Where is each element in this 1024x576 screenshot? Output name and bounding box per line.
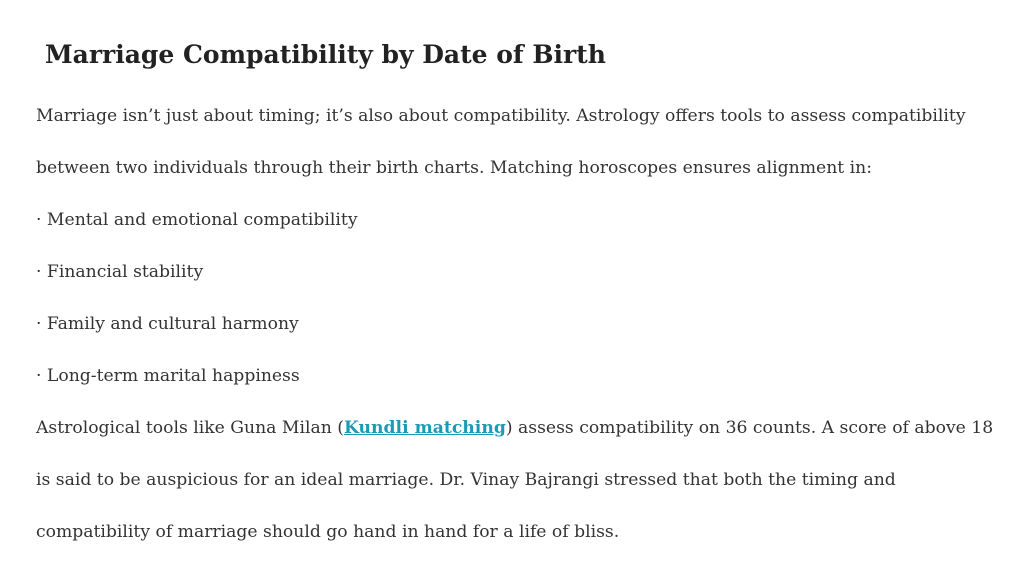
closing-text-before-link: Astrological tools like Guna Milan ( [36, 418, 344, 438]
section-heading: Marriage Compatibility by Date of Birth [45, 40, 606, 69]
closing-text-after-link: ) assess compatibility on 36 counts. A score of above 18 [505, 418, 994, 438]
closing-line-3: compatibility of marriage should go hand in hand for a life of bliss. [36, 522, 620, 542]
bullet-item: · Financial stability [36, 262, 204, 282]
intro-line-1: Marriage isn’t just about timing; it’s also about compatibility. Astrology offers tools to assess compatibility [36, 106, 966, 126]
intro-line-2: between two individuals through their birth charts. Matching horoscopes ensures alignment in: [36, 158, 873, 178]
closing-line-1 [36, 416, 993, 440]
closing-line-2: is said to be auspicious for an ideal marriage. Dr. Vinay Bajrangi stressed that both the timing and [36, 470, 896, 490]
bullet-item: · Family and cultural harmony [36, 314, 299, 334]
bullet-item: · Mental and emotional compatibility [36, 210, 358, 230]
bullet-item: · Long-term marital happiness [36, 366, 300, 386]
kundli-matching-link[interactable]: Kundli matching [343, 418, 506, 438]
